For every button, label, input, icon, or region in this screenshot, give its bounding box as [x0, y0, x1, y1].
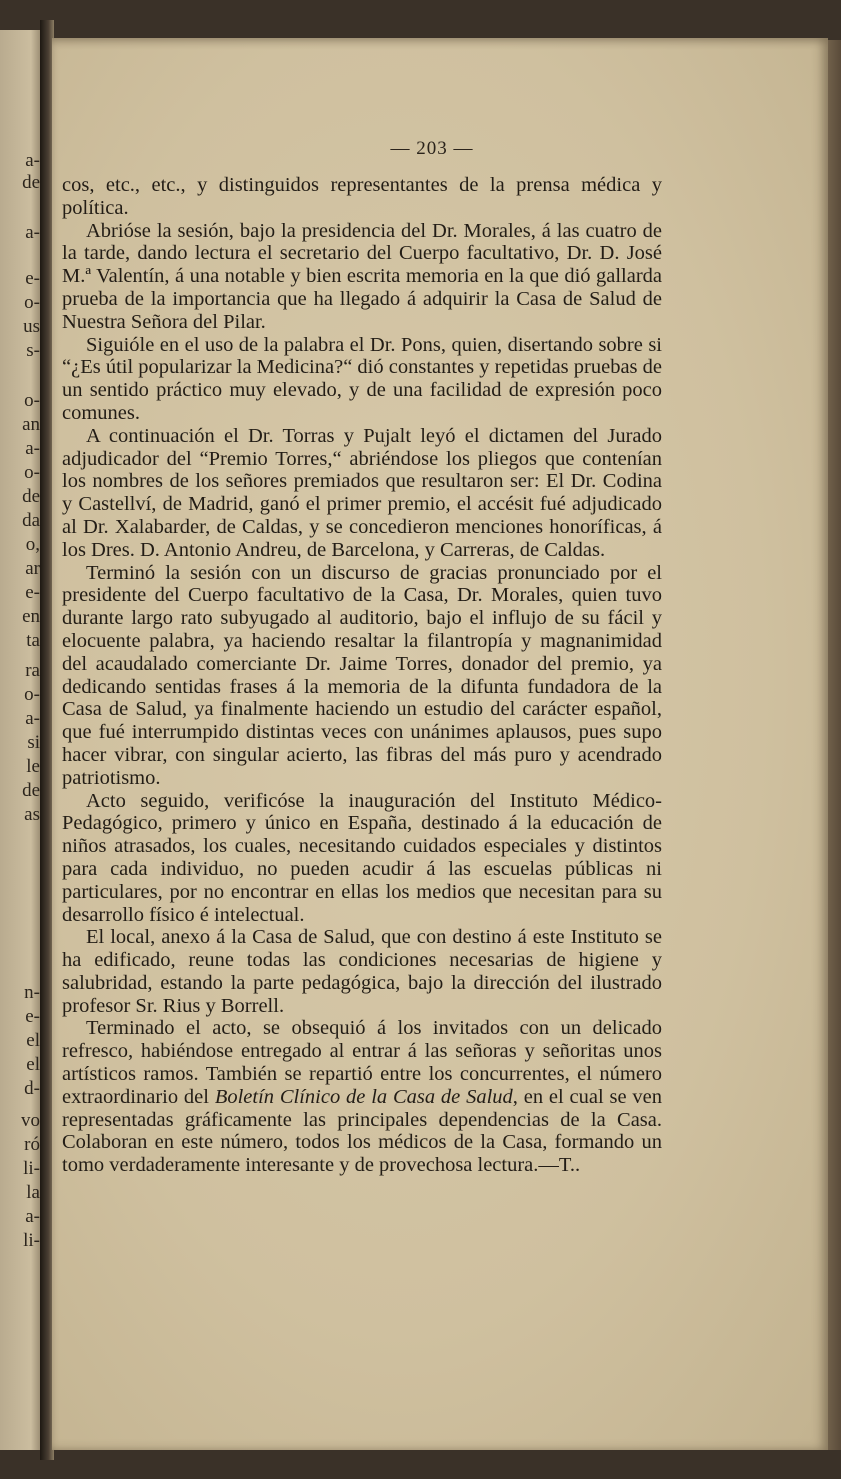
page-number: — 203 —	[390, 138, 474, 159]
left-page-fragment: o,	[25, 534, 40, 555]
paragraph-local-building: El local, anexo á la Casa de Salud, que con destino á este Instituto se ha edificado, reune todas las condiciones necesarias de higiene y salubridad, estando la parte pedagógica, bajo la dirección del ilustrado profesor Sr. Rius y Borrell.	[62, 926, 662, 1017]
left-page-fragment: d-	[24, 1078, 40, 1099]
left-page-fragment: ar	[25, 558, 40, 579]
paragraph-session-opening: Abrióse la sesión, bajo la presidencia del Dr. Morales, á las cuatro de la tarde, dando lectura el secretario del Cuerpo facultativo, Dr. D. José M.ª Valentín, á una notable y bien escrita memoria en la que dió gallarda prueba de la importancia que ha llegado á adquirir la Casa de Salud de Nuestra Señora del Pilar.	[62, 219, 662, 333]
book-page	[52, 38, 828, 1450]
boletin-title: Boletín Clínico de la Casa de Salud	[214, 1085, 513, 1108]
left-page-fragment: a-	[25, 1206, 40, 1227]
left-page-fragment: o-	[24, 292, 40, 313]
left-page-fragment: li-	[23, 1158, 40, 1179]
left-page-fragment: a-	[25, 438, 40, 459]
paragraph-premio-torres: A continuación el Dr. Torras y Pujalt leyó el dictamen del Jurado adjudicador del “Premio Torres,“ abriéndose los pliegos que contenían los nombres de los señores premiados que resultaron ser: El Dr. Codina y Castellví, de Madrid, ganó el primer premio, el accésit fué adjudicado al Dr. Xalabarder, de Caldas, y se concedieron menciones honoríficas, á los Dres. D. Antonio Andreu, de Barcelona, y Carreras, de Caldas.	[62, 424, 662, 561]
refreshment-text-after: , en el cual se ven representadas gráficamente las principales dependencias de la Casa. Colaboran en este número, todos los médicos de la Casa, formando un tomo verdaderamente interesante y de provechosa lectura.—T..	[62, 1085, 662, 1177]
left-page-fragment: si	[27, 732, 40, 753]
left-page-fragment: ró	[24, 1134, 40, 1155]
paragraph-closing-speech: Terminó la sesión con un discurso de gracias pronunciado por el presidente del Cuerpo facultativo de la Casa, Dr. Morales, quien tuvo durante largo rato subyugado al auditorio, bajo el influjo de su fácil y elocuente palabra, ya haciendo resaltar la filantropía y magnanimidad del acaudalado comerciante Dr. Jaime Torres, donador del premio, ya dedicando sentidas frases á la memoria de la difunta fundadora de la Casa de Salud, ya finalmente haciendo un estudio del carácter español, que fué interrumpido distintas veces con unánimes aplausos, pues supo hacer vibrar, con singular acierto, las fibras del más puro y acendrado patriotismo.	[62, 561, 662, 789]
paragraph-dr-pons: Siguióle en el uso de la palabra el Dr. Pons, quien, disertando sobre si “¿Es útil popularizar la Medicina?“ dió constantes y repetidas pruebas de un sentido práctico muy elevado, y de una facilidad de expresión poco comunes.	[62, 333, 662, 424]
left-page-fragment: a-	[25, 150, 40, 171]
left-page-fragment: la	[26, 1182, 40, 1203]
left-page-fragment: da	[22, 510, 40, 531]
left-page-fragment: vo	[21, 1110, 40, 1131]
left-page-fragment: el	[26, 1054, 40, 1075]
left-page-fragment: s-	[26, 340, 40, 361]
left-page-fragment: a-	[25, 708, 40, 729]
paragraph-continuation: cos, etc., etc., y distinguidos representantes de la prensa médica y política.	[62, 174, 662, 219]
left-page-fragment: le	[26, 756, 40, 777]
left-page-fragment: de	[22, 486, 40, 507]
left-page-fragment: e-	[25, 268, 40, 289]
left-page-fragment: e-	[25, 582, 40, 603]
left-page-fragment: as	[24, 804, 40, 825]
body-text	[62, 174, 662, 1177]
left-page-fragment: de	[22, 172, 40, 193]
left-page-fragment: o-	[24, 390, 40, 411]
left-page-fragment: en	[22, 606, 40, 627]
left-page-edge	[0, 30, 44, 1450]
left-page-fragment: el	[26, 1030, 40, 1051]
left-page-fragment: de	[22, 780, 40, 801]
left-page-fragment: ta	[26, 630, 40, 651]
left-page-fragment: e-	[25, 1006, 40, 1027]
left-page-fragment: an	[22, 414, 40, 435]
left-page-fragment: li-	[23, 1230, 40, 1251]
left-page-fragment: n-	[24, 982, 40, 1003]
left-page-fragment: o-	[24, 684, 40, 705]
paragraph-institute-inauguration: Acto seguido, verificóse la inauguración del Instituto Médico-Pedagógico, primero y único en España, destinado á la educación de niños atrasados, los cuales, necesitando cuidados especiales y distintos para cada individuo, no pueden acudir á las escuelas públicas ni particulares, por no encontrar en ellas los medios que necesitan para su desarrollo físico é intelectual.	[62, 789, 662, 926]
left-page-fragment: a-	[25, 222, 40, 243]
paragraph-refreshment	[62, 1017, 662, 1177]
left-page-fragment: o-	[24, 462, 40, 483]
left-page-fragment: ra	[25, 660, 40, 681]
refreshment-text-before: Terminado el acto, se obsequió á los invitados con un delicado refresco, habiéndose entregado al entrar á las señoras y señoritas unos artísticos ramos. También se repartió entre los concurrentes, el número extraordinario del	[62, 1017, 662, 1108]
left-page-fragment: us	[23, 316, 40, 337]
